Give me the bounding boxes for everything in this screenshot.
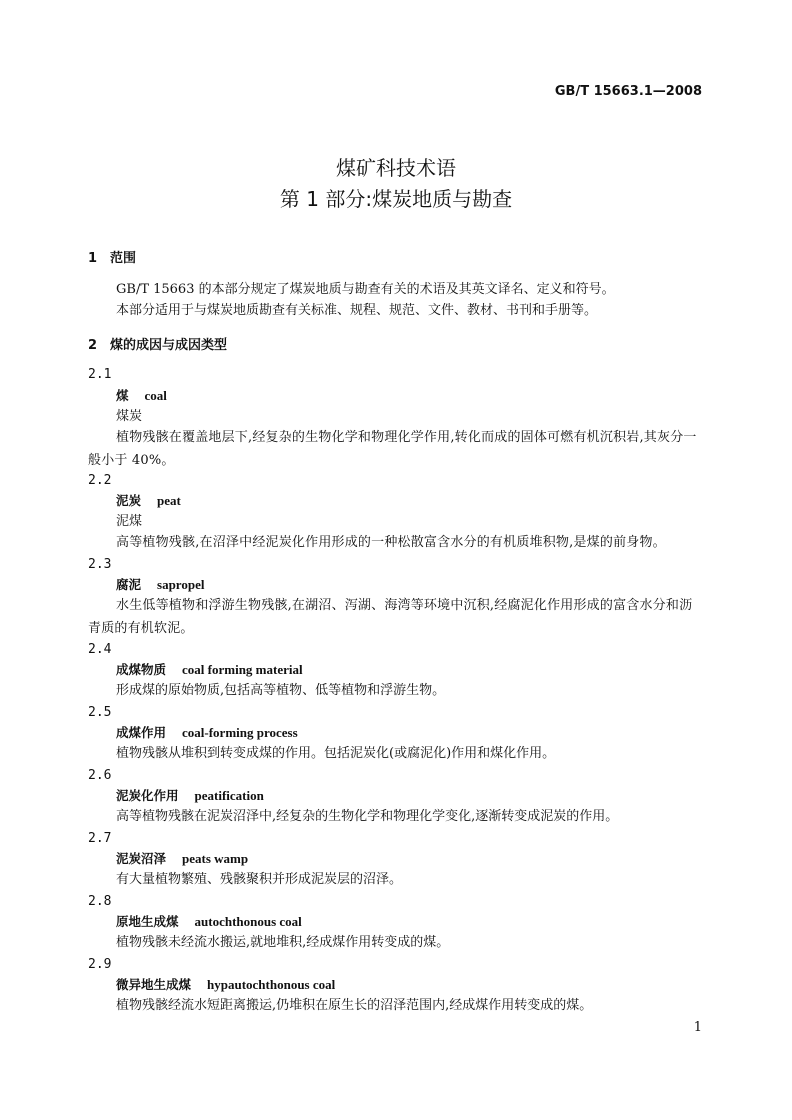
document-subtitle: 第 1 部分:煤炭地质与勘查 — [279, 187, 513, 211]
term-cn: 成煤作用 — [116, 725, 167, 740]
term-cn: 原地生成煤 — [116, 914, 179, 929]
scope-paragraph-2: 本部分适用于与煤炭地质勘查有关标准、规程、规范、文件、教材、书刊和手册等。 — [116, 303, 598, 318]
term-en: hypautochthonous coal — [207, 977, 336, 992]
term-cn: 微异地生成煤 — [116, 977, 192, 992]
term-en: coal forming material — [182, 662, 303, 677]
entry-number: 2.3 — [88, 557, 112, 572]
term-cn: 泥炭沼泽 — [116, 851, 167, 866]
entry-number: 2.9 — [88, 957, 112, 972]
term-en: coal — [144, 388, 167, 403]
term-heading — [116, 976, 335, 994]
term-cn: 成煤物质 — [116, 662, 167, 677]
term-heading — [116, 787, 264, 805]
term-en: autochthonous coal — [194, 914, 302, 929]
term-heading — [116, 387, 167, 405]
term-definition: 高等植物残骸,在沼泽中经泥炭化作用形成的一种松散富含水分的有机质堆积物,是煤的前身物。 — [116, 535, 666, 550]
term-en: coal-forming process — [182, 725, 298, 740]
standard-code: GB/T 15663.1—2008 — [554, 84, 702, 99]
term-heading — [116, 724, 298, 742]
term-en: peatification — [194, 788, 264, 803]
term-definition: 植物残骸在覆盖地层下,经复杂的生物化学和物理化学作用,转化而成的固体可燃有机沉积岩,其灰分一般小于 40%。 — [88, 430, 697, 468]
entry-number: 2.5 — [88, 705, 112, 720]
entry-number: 2.4 — [88, 642, 112, 657]
term-heading — [116, 576, 204, 594]
term-definition: 水生低等植物和浮游生物残骸,在湖沼、泻湖、海湾等环境中沉积,经腐泥化作用形成的富含水分和沥青质的有机软泥。 — [88, 598, 693, 636]
term-synonym: 泥煤 — [116, 514, 143, 529]
term-en: peats wamp — [182, 851, 249, 866]
term-definition: 植物残骸经流水短距离搬运,仍堆积在原生长的沼泽范围内,经成煤作用转变成的煤。 — [116, 998, 593, 1013]
term-heading — [116, 850, 248, 868]
term-definition: 植物残骸未经流水搬运,就地堆积,经成煤作用转变成的煤。 — [116, 935, 450, 950]
entry-number: 2.7 — [88, 831, 112, 846]
term-synonym: 煤炭 — [116, 409, 143, 424]
term-en: peat — [157, 493, 181, 508]
term-definition: 有大量植物繁殖、残骸聚积并形成泥炭层的沼泽。 — [116, 872, 403, 887]
section-heading-coal-genesis: 2 煤的成因与成因类型 — [88, 338, 228, 353]
term-en: sapropel — [157, 577, 205, 592]
scope-paragraph-1: GB/T 15663 的本部分规定了煤炭地质与勘查有关的术语及其英文译名、定义和符号。 — [116, 282, 615, 297]
term-cn: 煤 — [116, 388, 129, 403]
term-definition: 形成煤的原始物质,包括高等植物、低等植物和浮游生物。 — [116, 683, 446, 698]
term-cn: 泥炭化作用 — [116, 788, 179, 803]
entry-number: 2.2 — [88, 473, 112, 488]
term-heading — [116, 492, 181, 510]
entry-number: 2.1 — [88, 367, 112, 382]
entry-number: 2.8 — [88, 894, 112, 909]
term-definition: 高等植物残骸在泥炭沼泽中,经复杂的生物化学和物理化学变化,逐渐转变成泥炭的作用。 — [116, 809, 619, 824]
document-title: 煤矿科技术语 — [336, 156, 456, 180]
section-heading-scope: 1 范围 — [88, 251, 137, 266]
term-cn: 腐泥 — [116, 577, 142, 592]
page-number: 1 — [693, 1020, 702, 1035]
term-heading — [116, 913, 302, 931]
term-definition: 植物残骸从堆积到转变成煤的作用。包括泥炭化(或腐泥化)作用和煤化作用。 — [116, 746, 556, 761]
term-cn: 泥炭 — [116, 493, 142, 508]
term-heading — [116, 661, 303, 679]
entry-number: 2.6 — [88, 768, 112, 783]
